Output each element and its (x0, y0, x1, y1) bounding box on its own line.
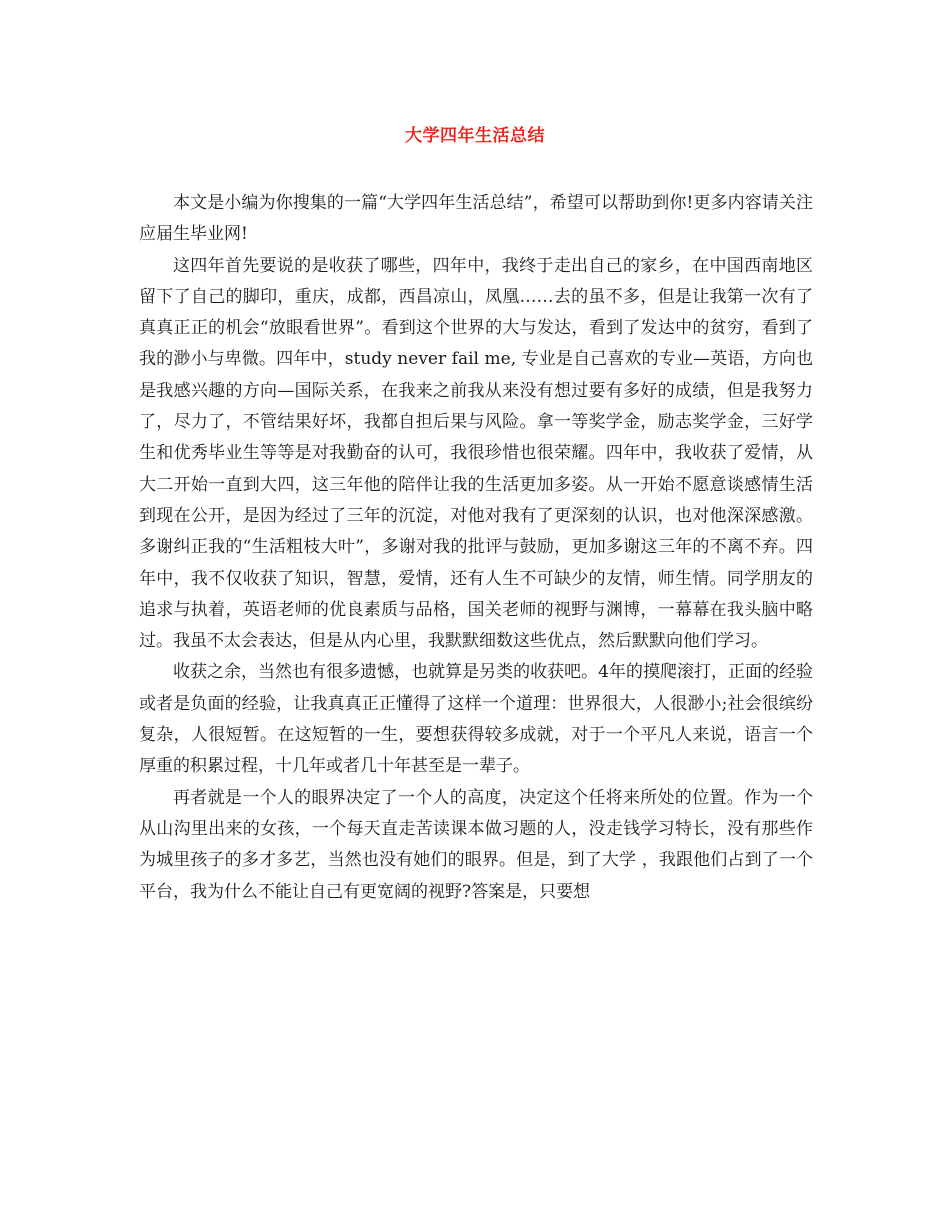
document-body (139, 188, 813, 908)
paragraph-vision: 再者就是一个人的眼界决定了一个人的高度，决定这个任将来所处的位置。作为一个从山沟里出来的女孩，一个每天直走苦读课本做习题的人，没走钱学习特长，没有那些作为城里孩子的多才多艺，当然也没有她们的眼界。但是，到了大学 ，我跟他们占到了一个平台，我为什么不能让自己有更宽阔的视野?答案是，只要想 (139, 787, 813, 902)
paragraph-regrets: 收获之余，当然也有很多遗憾，也就算是另类的收获吧。4年的摸爬滚打，正面的经验或者是负面的经验，让我真真正正懂得了这样一个道理：世界很大，人很渺小;社会很缤纷复杂，人很短暂。在这短暂的一生，要想获得较多成就，对于一个平凡人来说，语言一个厚重的积累过程，十几年或者几十年甚至是一辈子。 (139, 662, 813, 777)
document-title: 大学四年生活总结 (405, 126, 545, 146)
paragraph-gains: 这四年首先要说的是收获了哪些，四年中，我终于走出自己的家乡，在中国西南地区留下了自己的脚印，重庆，成都，西昌凉山，凤凰……去的虽不多，但是让我第一次有了真真正正的机会“放眼看世界”。看到这个世界的大与发达，看到了发达中的贫穷，看到了我的渺小与卑微。四年中，study never fail me, 专业是自己喜欢的专业—英语，方向也是我感兴趣的方向—国际关系，在我来之前我从来没有想过要有多好的成绩，但是我努力了，尽力了，不管结果好坏，我都自担后果与风险。拿一等奖学金，励志奖学金，三好学生和优秀毕业生等等是对我勤奋的认可，我很珍惜也很荣耀。四年中，我收获了爱情，从大二开始一直到大四，这三年他的陪伴让我的生活更加多姿。从一开始不愿意谈感情生活到现在公开，是因为经过了三年的沉淀，对他对我有了更深刻的认识，也对他深深感激。多谢纠正我的“生活粗枝大叶”，多谢对我的批评与鼓励，更加多谢这三年的不离不弃。四年中，我不仅收获了知识，智慧，爱情，还有人生不可缺少的友情，师生情。同学朋友的追求与执着，英语老师的优良素质与品格，国关老师的视野与渊博，一幕幕在我头脑中略过。我虽不太会表达，但是从内心里，我默默细数这些优点，然后默默向他们学习。 (139, 255, 813, 652)
paragraph-intro: 本文是小编为你搜集的一篇“大学四年生活总结”，希望可以帮助到你!更多内容请关注应届生毕业网! (139, 193, 813, 245)
